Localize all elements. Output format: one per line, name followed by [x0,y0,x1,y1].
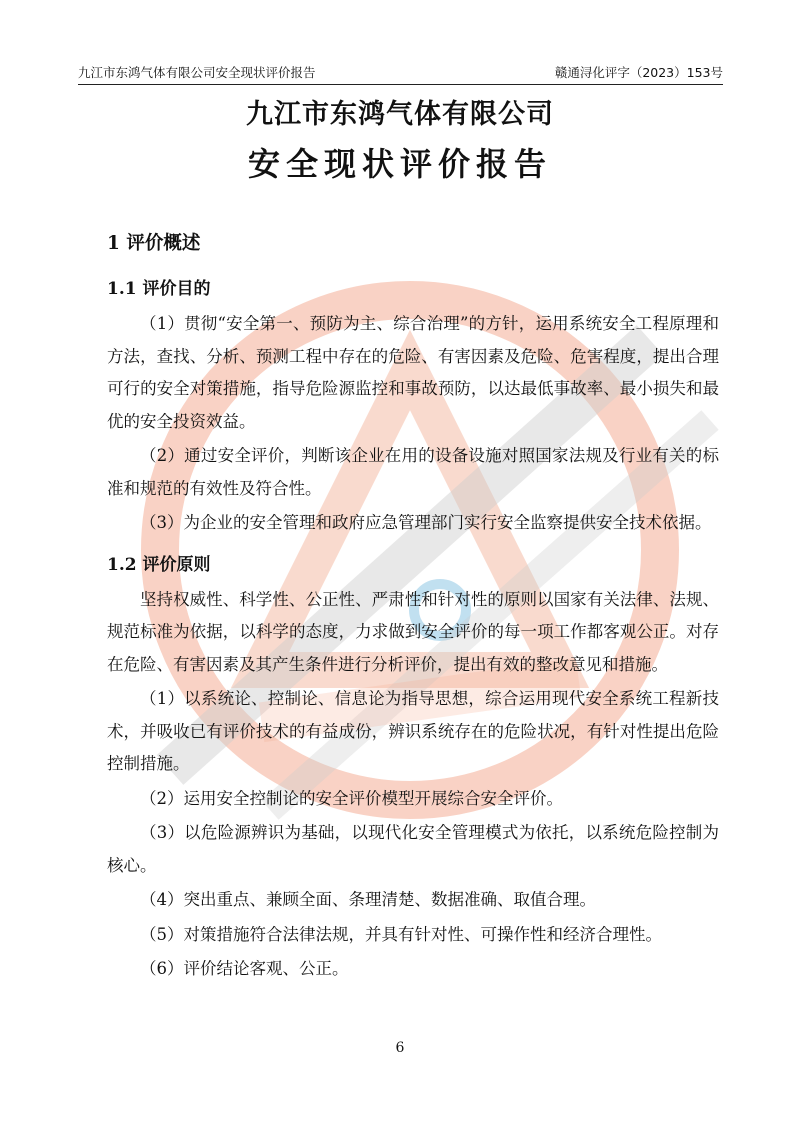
paragraph: （4）突出重点、兼顾全面、条理清楚、数据准确、取值合理。 [140,890,596,909]
paragraph: （2）通过安全评价，判断该企业在用的设备设施对照国家法规及行业有关的标准和规范的有效性及符合性。 [107,446,719,498]
paragraph: （1）以系统论、控制论、信息论为指导思想，综合运用现代安全系统工程新技术，并吸收已有评价技术的有益成份，辨识系统存在的危险状况，有针对性提出危险控制措施。 [107,689,719,773]
paragraph: 坚持权威性、科学性、公正性、严肃性和针对性的原则以国家有关法律、法规、规范标准为依据，以科学的态度，力求做到安全评价的每一项工作都客观公正。对存在危险、有害因素及其产生条件进行分析评价，提出有效的整改意见和措施。 [107,589,719,674]
paragraph: （6）评价结论客观、公正。 [140,959,349,978]
section-heading-1: 1 评价概述 [107,233,201,254]
page-number: 6 [395,1040,405,1056]
section-heading-1-1: 1.1 评价目的 [107,279,211,299]
paragraph: （1）贯彻“安全第一、预防为主、综合治理”的方针，运用系统安全工程原理和方法，查找、分析、预测工程中存在的危险、有害因素及危险、危害程度，提出合理可行的安全对策措施，指导危险源监控和事故预防，以达最低事故率、最小损失和最优的安全投资效益。 [107,314,719,431]
paragraph: （5）对策措施符合法律法规，并具有针对性、可操作性和经济合理性。 [140,924,662,944]
company-title: 九江市东鸿气体有限公司 [246,99,554,130]
paragraph: （3）以危险源辨识为基础，以现代化安全管理模式为依托，以系统危险控制为核心。 [107,823,719,875]
report-body [107,224,719,988]
header-report-name: 九江市东鸿气体有限公司安全现状评价报告 [78,65,316,80]
paragraph: （3）为企业的安全管理和政府应急管理部门实行安全监察提供安全技术依据。 [140,513,712,532]
section-heading-1-2: 1.2 评价原则 [107,554,211,575]
paragraph: （2）运用安全控制论的安全评价模型开展综合安全评价。 [140,788,563,808]
header-report-number: 赣通浔化评字（2023）153号 [554,65,723,80]
report-title: 安全现状评价报告 [247,145,552,183]
running-header [78,63,723,85]
